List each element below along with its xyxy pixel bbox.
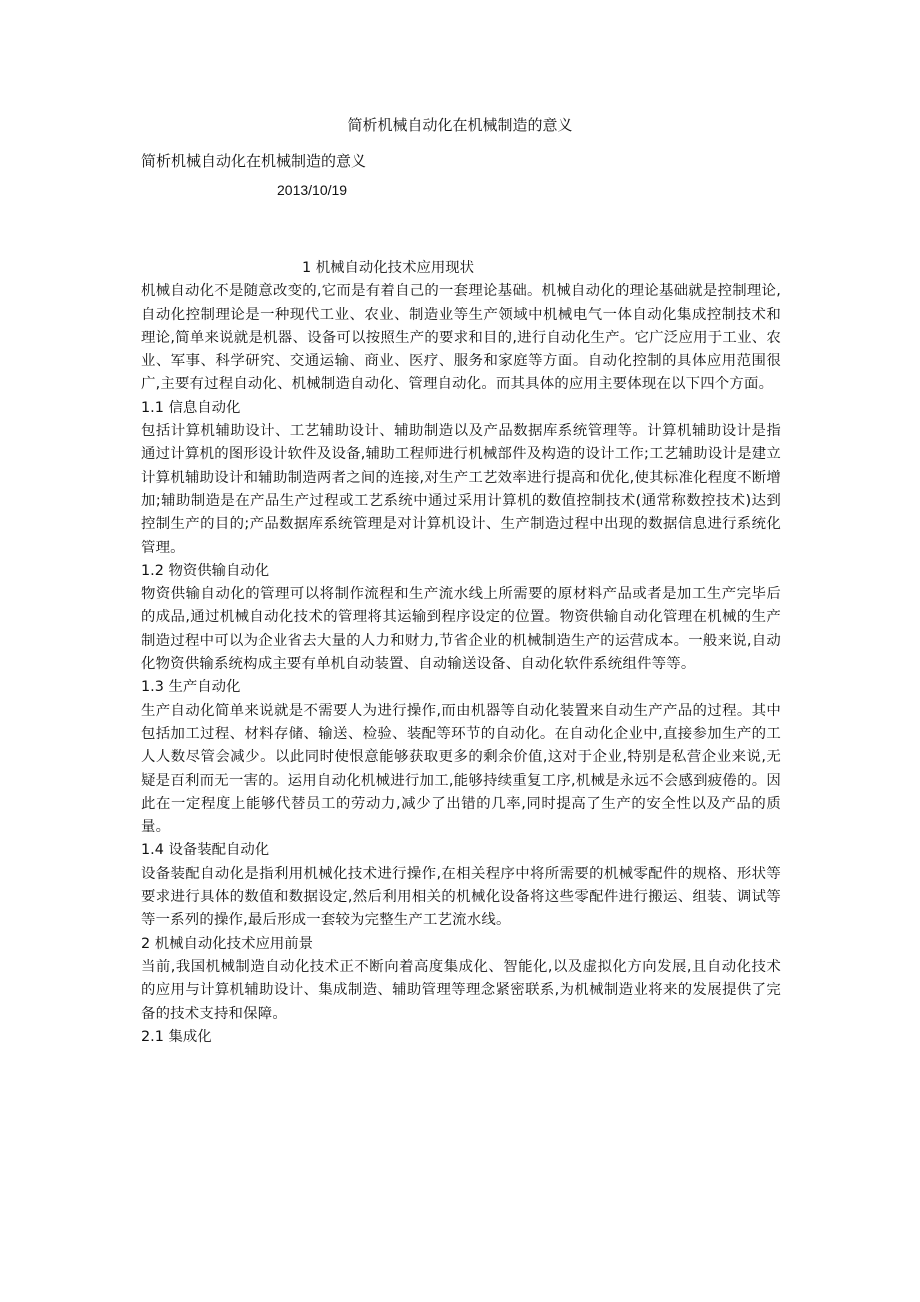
section-heading-1: 1 机械自动化技术应用现状 [302,260,475,276]
document-title: 简析机械自动化在机械制造的意义 [347,116,573,134]
section-paragraph-1-3: 生产自动化简单来说就是不需要人为进行操作,而由机器等自动化装置来自动生产产品的过程。其中包括加工过程、材料存储、输送、检验、装配等环节的自动化。在自动化企业中,直接参加生产的工人人数尽管会减少。以此同时使恨意能够获取更多的剩余价值,这对于企业,特别是私营企业来说,无疑是百利而无一害的。运用自动化机械进行加工,能够持续重复工序,机械是永远不会感到疲倦的。因此在一定程度上能够代替员工的劳动力,减少了出错的几率,同时提高了生产的安全性以及产品的质量。 [141,702,781,836]
section-paragraph-1-4: 设备装配自动化是指利用机械化技术进行操作,在相关程序中将所需要的机械零配件的规格、形状等要求进行具体的数值和数据设定,然后利用相关的机械化设备将这些零配件进行搬运、组装、调试等等一系列的操作,最后形成一套较为完整生产工艺流水线。 [141,865,781,929]
section-heading-1-4: 1.4 设备装配自动化 [141,842,270,859]
section-heading-2-1: 2.1 集成化 [141,1028,212,1045]
section-heading-2: 2 机械自动化技术应用前景 [141,935,314,952]
document-body [141,257,781,1049]
section-heading-1-2: 1.2 物资供输自动化 [141,562,270,579]
section-heading-1-1: 1.1 信息自动化 [141,399,241,416]
section-paragraph-2: 当前,我国机械制造自动化技术正不断向着高度集成化、智能化,以及虚拟化方向发展,且自动化技术的应用与计算机辅助设计、集成制造、辅助管理等理念紧密联系,为机械制造业将来的发展提供了完备的技术支持和保障。 [141,958,781,1022]
document-subtitle: 简析机械自动化在机械制造的意义 [141,152,367,170]
section-paragraph-1: 机械自动化不是随意改变的,它而是有着自己的一套理论基础。机械自动化的理论基础就是控制理论,自动化控制理论是一种现代工业、农业、制造业等生产领域中机械电气一体自动化集成控制技术和理论,简单来说就是机器、设备可以按照生产的要求和目的,进行自动化生产。它广泛应用于工业、农业、军事、科学研究、交通运输、商业、医疗、服务和家庭等方面。自动化控制的具体应用范围很广,主要有过程自动化、机械制造自动化、管理自动化。而其具体的应用主要体现在以下四个方面。 [141,283,781,393]
section-paragraph-1-2: 物资供输自动化的管理可以将制作流程和生产流水线上所需要的原材料产品或者是加工生产完毕后的成品,通过机械自动化技术的管理将其运输到程序设定的位置。物资供输自动化管理在机械的生产制造过程中可以为企业省去大量的人力和财力,节省企业的机械制造生产的运营成本。一般来说,自动化物资供输系统构成主要有单机自动装置、自动输送设备、自动化软件系统组件等等。 [141,586,781,673]
section-heading-1-3: 1.3 生产自动化 [141,679,241,696]
document-date: 2013/10/19 [277,182,348,198]
section-paragraph-1-1: 包括计算机辅助设计、工艺辅助设计、辅助制造以及产品数据库系统管理等。计算机辅助设计是指通过计算机的图形设计软件及设备,辅助工程师进行机械部件及构造的设计工作;工艺辅助设计是建立计算机辅助设计和辅助制造两者之间的连接,对生产工艺效率进行提高和优化,使其标准化程度不断增加;辅助制造是在产品生产过程或工艺系统中通过采用计算机的数值控制技术(通常称数控技术)达到控制生产的目的;产品数据库系统管理是对计算机设计、生产制造过程中出现的数据信息进行系统化管理。 [141,423,781,556]
